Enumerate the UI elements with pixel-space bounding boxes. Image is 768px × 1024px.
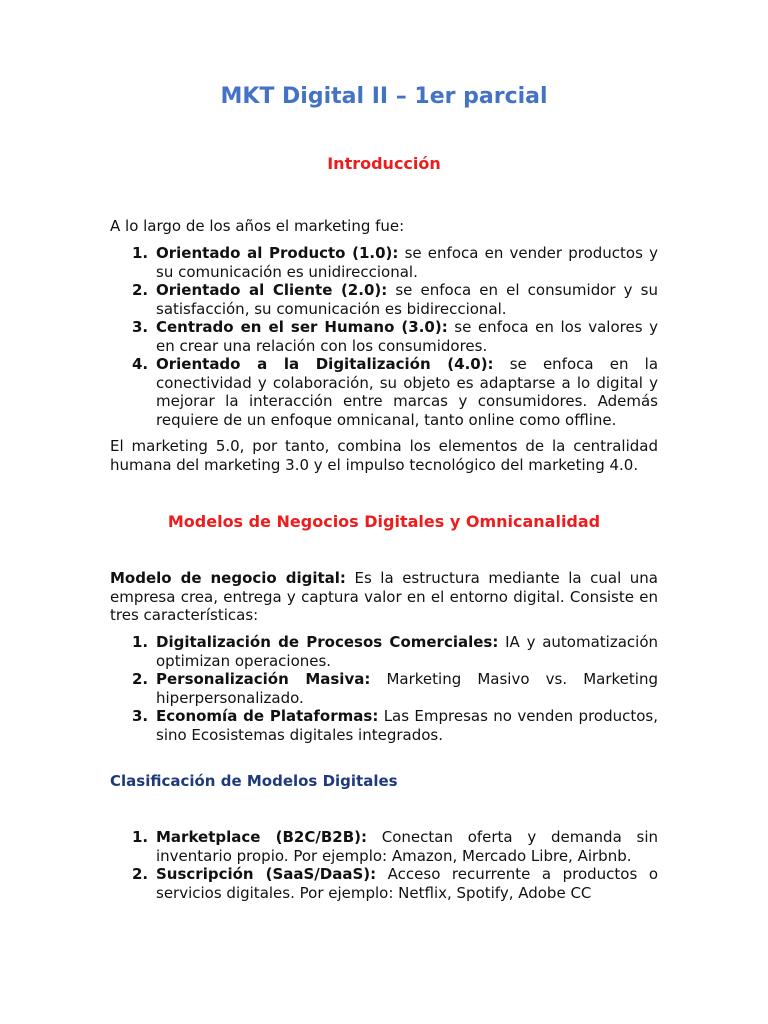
section-heading-classification: Clasificación de Modelos Digitales [110,772,398,790]
list-term: Digitalización de Procesos Comerciales: [156,633,499,651]
list-text: se enfoca en los valores y en crear una relación con los consumidores. [156,318,658,355]
list-text: se enfoca en el consumidor y su satisfacción, su comunicación es bidireccional. [156,281,659,318]
list-term: Orientado al Producto (1.0): [156,244,399,262]
list-text: Marketing Masivo vs. Marketing hiperpersonalizado. [156,670,658,707]
list-number: 3. [132,318,149,336]
list-term: Orientado a la Digitalización (4.0): [156,355,494,373]
list-item [110,670,658,707]
list-text: IA y automatización optimizan operaciones. [156,633,658,670]
list-item [110,355,658,429]
list-text: Conectan oferta y demanda sin inventario propio. Por ejemplo: Amazon, Mercado Libre, Airbnb. [156,828,658,865]
intro-lead-paragraph: A lo largo de los años el marketing fue: [110,217,405,235]
list-term: Marketplace (B2C/B2B): [156,828,367,846]
list-number: 1. [132,244,149,262]
list-term: Orientado al Cliente (2.0): [156,281,388,299]
definition-term: Modelo de negocio digital: [110,569,346,587]
list-text: se enfoca en vender productos y su comunicación es unidireccional. [156,244,658,281]
list-text: se enfoca en la conectividad y colaboración, su objeto es adaptarse a lo digital y mejorar la interacción entre marcas y consumidores. Además requiere de un enfoque omnicanal, tanto online como offline. [156,355,659,429]
list-number: 4. [132,355,149,373]
list-item [110,633,658,670]
marketing-eras-list [110,244,658,429]
list-number: 2. [132,865,149,883]
classification-list [110,828,658,902]
section-heading-models: Modelos de Negocios Digitales y Omnicanalidad [167,512,601,531]
document-title: MKT Digital II – 1er parcial [220,84,548,109]
list-number: 2. [132,281,149,299]
list-text: Acceso recurrente a productos o servicios digitales. Por ejemplo: Netflix, Spotify, Adobe CC [156,865,659,902]
list-number: 1. [132,633,149,651]
list-item [110,865,658,902]
list-term: Economía de Plataformas: [156,707,379,725]
list-number: 1. [132,828,149,846]
list-term: Personalización Masiva: [156,670,371,688]
section-heading-intro: Introducción [327,154,441,173]
list-text: Las Empresas no venden productos, sino Ecosistemas digitales integrados. [156,707,658,744]
list-item [110,318,658,355]
list-number: 3. [132,707,149,725]
list-number: 2. [132,670,149,688]
list-term: Centrado en el ser Humano (3.0): [156,318,448,336]
list-item [110,828,658,865]
list-item [110,707,658,744]
models-characteristics-list [110,633,658,744]
list-term: Suscripción (SaaS/DaaS): [156,865,377,883]
list-item [110,281,658,318]
list-item [110,244,658,281]
intro-closing-paragraph: El marketing 5.0, por tanto, combina los elementos de la centralidad humana del marketing 3.0 y el impulso tecnológico del marketing 4.0. [110,437,658,474]
models-definition-paragraph [110,569,658,625]
definition-text: Es la estructura mediante la cual una empresa crea, entrega y captura valor en el entorno digital. Consiste en tres características: [110,569,658,624]
